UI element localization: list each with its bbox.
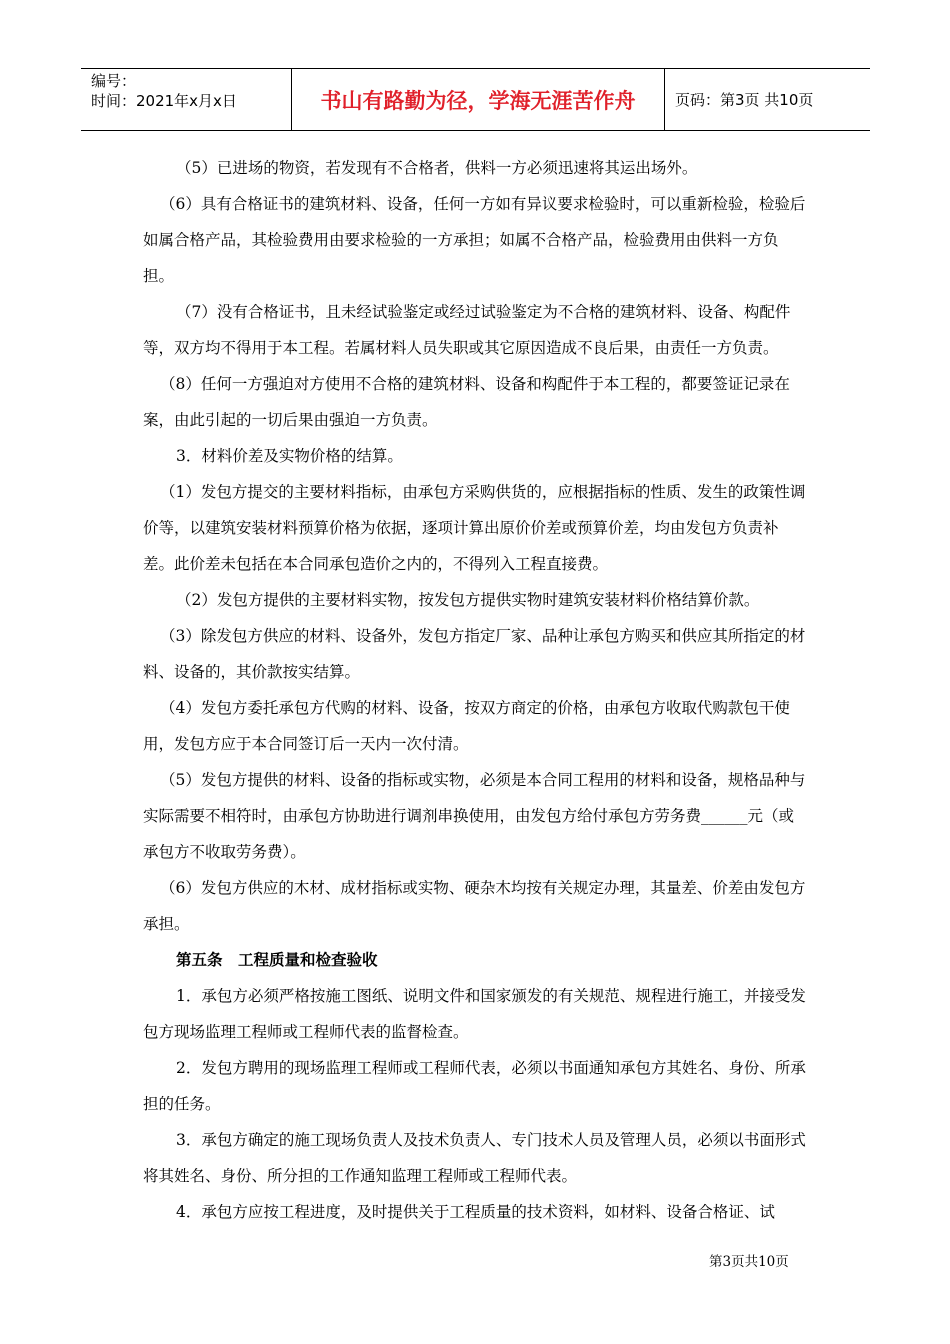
paragraph: （5）已进场的物资，若发现有不合格者，供料一方必须迅速将其运出场外。 [176, 159, 698, 177]
paragraph: （1）发包方提交的主要材料指标，由承包方采购供货的，应根据指标的性质、发生的政策性调价等，以建筑安装材料预算价格为依据，逐项计算出原价价差或预算价差，均由发包方负责补差。此价差未包括在本合同承包造价之内的，不得列入工程直接费。 [143, 483, 806, 573]
paragraph: （4）发包方委托承包方代购的材料、设备，按双方商定的价格，由承包方收取代购款包干使用，发包方应于本合同签订后一天内一次付清。 [143, 699, 790, 753]
header-motto: 书山有路勤为径，学海无涯苦作舟 [292, 69, 665, 130]
paragraph: （5）发包方提供的材料、设备的指标或实物，必须是本合同工程用的材料和设备，规格品种与实际需要不相符时，由承包方协助进行调剂串换使用，由发包方给付承包方劳务费______元（或承包方不收取劳务费）。 [143, 771, 806, 861]
header-meta [81, 69, 292, 130]
document-date: 时间：2021年x月x日 [91, 92, 237, 110]
paragraph: （3）除发包方供应的材料、设备外，发包方指定厂家、品种让承包方购买和供应其所指定的材料、设备的，其价款按实结算。 [143, 627, 806, 681]
page-footer: 第3页共10页 [709, 1254, 789, 1270]
page-header [81, 68, 870, 131]
paragraph: 4．承包方应按工程进度，及时提供关于工程质量的技术资料，如材料、设备合格证、试 [176, 1203, 775, 1221]
paragraph: （2）发包方提供的主要材料实物，按发包方提供实物时建筑安装材料价格结算价款。 [176, 591, 760, 609]
header-page-info: 页码：第3页 共10页 [675, 91, 814, 109]
paragraph: （6）发包方供应的木材、成材指标或实物、硬杂木均按有关规定办理，其量差、价差由发包方承担。 [143, 879, 806, 933]
paragraph: （8）任何一方强迫对方使用不合格的建筑材料、设备和构配件于本工程的，都要签证记录在案，由此引起的一切后果由强迫一方负责。 [143, 375, 790, 429]
paragraph: 2．发包方聘用的现场监理工程师或工程师代表，必须以书面通知承包方其姓名、身份、所承担的任务。 [143, 1059, 806, 1113]
paragraph: （7）没有合格证书，且未经试验鉴定或经过试验鉴定为不合格的建筑材料、设备、构配件等，双方均不得用于本工程。若属材料人员失职或其它原因造成不良后果，由责任一方负责。 [143, 303, 791, 357]
document-number-label: 编号： [91, 72, 137, 90]
article-heading: 第五条 工程质量和检查验收 [176, 951, 378, 969]
paragraph: 3．承包方确定的施工现场负责人及技术负责人、专门技术人员及管理人员，必须以书面形式将其姓名、身份、所分担的工作通知监理工程师或工程师代表。 [143, 1131, 806, 1185]
paragraph: （6）具有合格证书的建筑材料、设备，任何一方如有异议要求检验时，可以重新检验，检验后如属合格产品，其检验费用由要求检验的一方承担；如属不合格产品，检验费用由供料一方负担。 [143, 195, 806, 285]
document-body [143, 150, 809, 1230]
section-subheading: 3．材料价差及实物价格的结算。 [176, 447, 403, 465]
paragraph: 1．承包方必须严格按施工图纸、说明文件和国家颁发的有关规范、规程进行施工，并接受发包方现场监理工程师或工程师代表的监督检查。 [143, 987, 806, 1041]
